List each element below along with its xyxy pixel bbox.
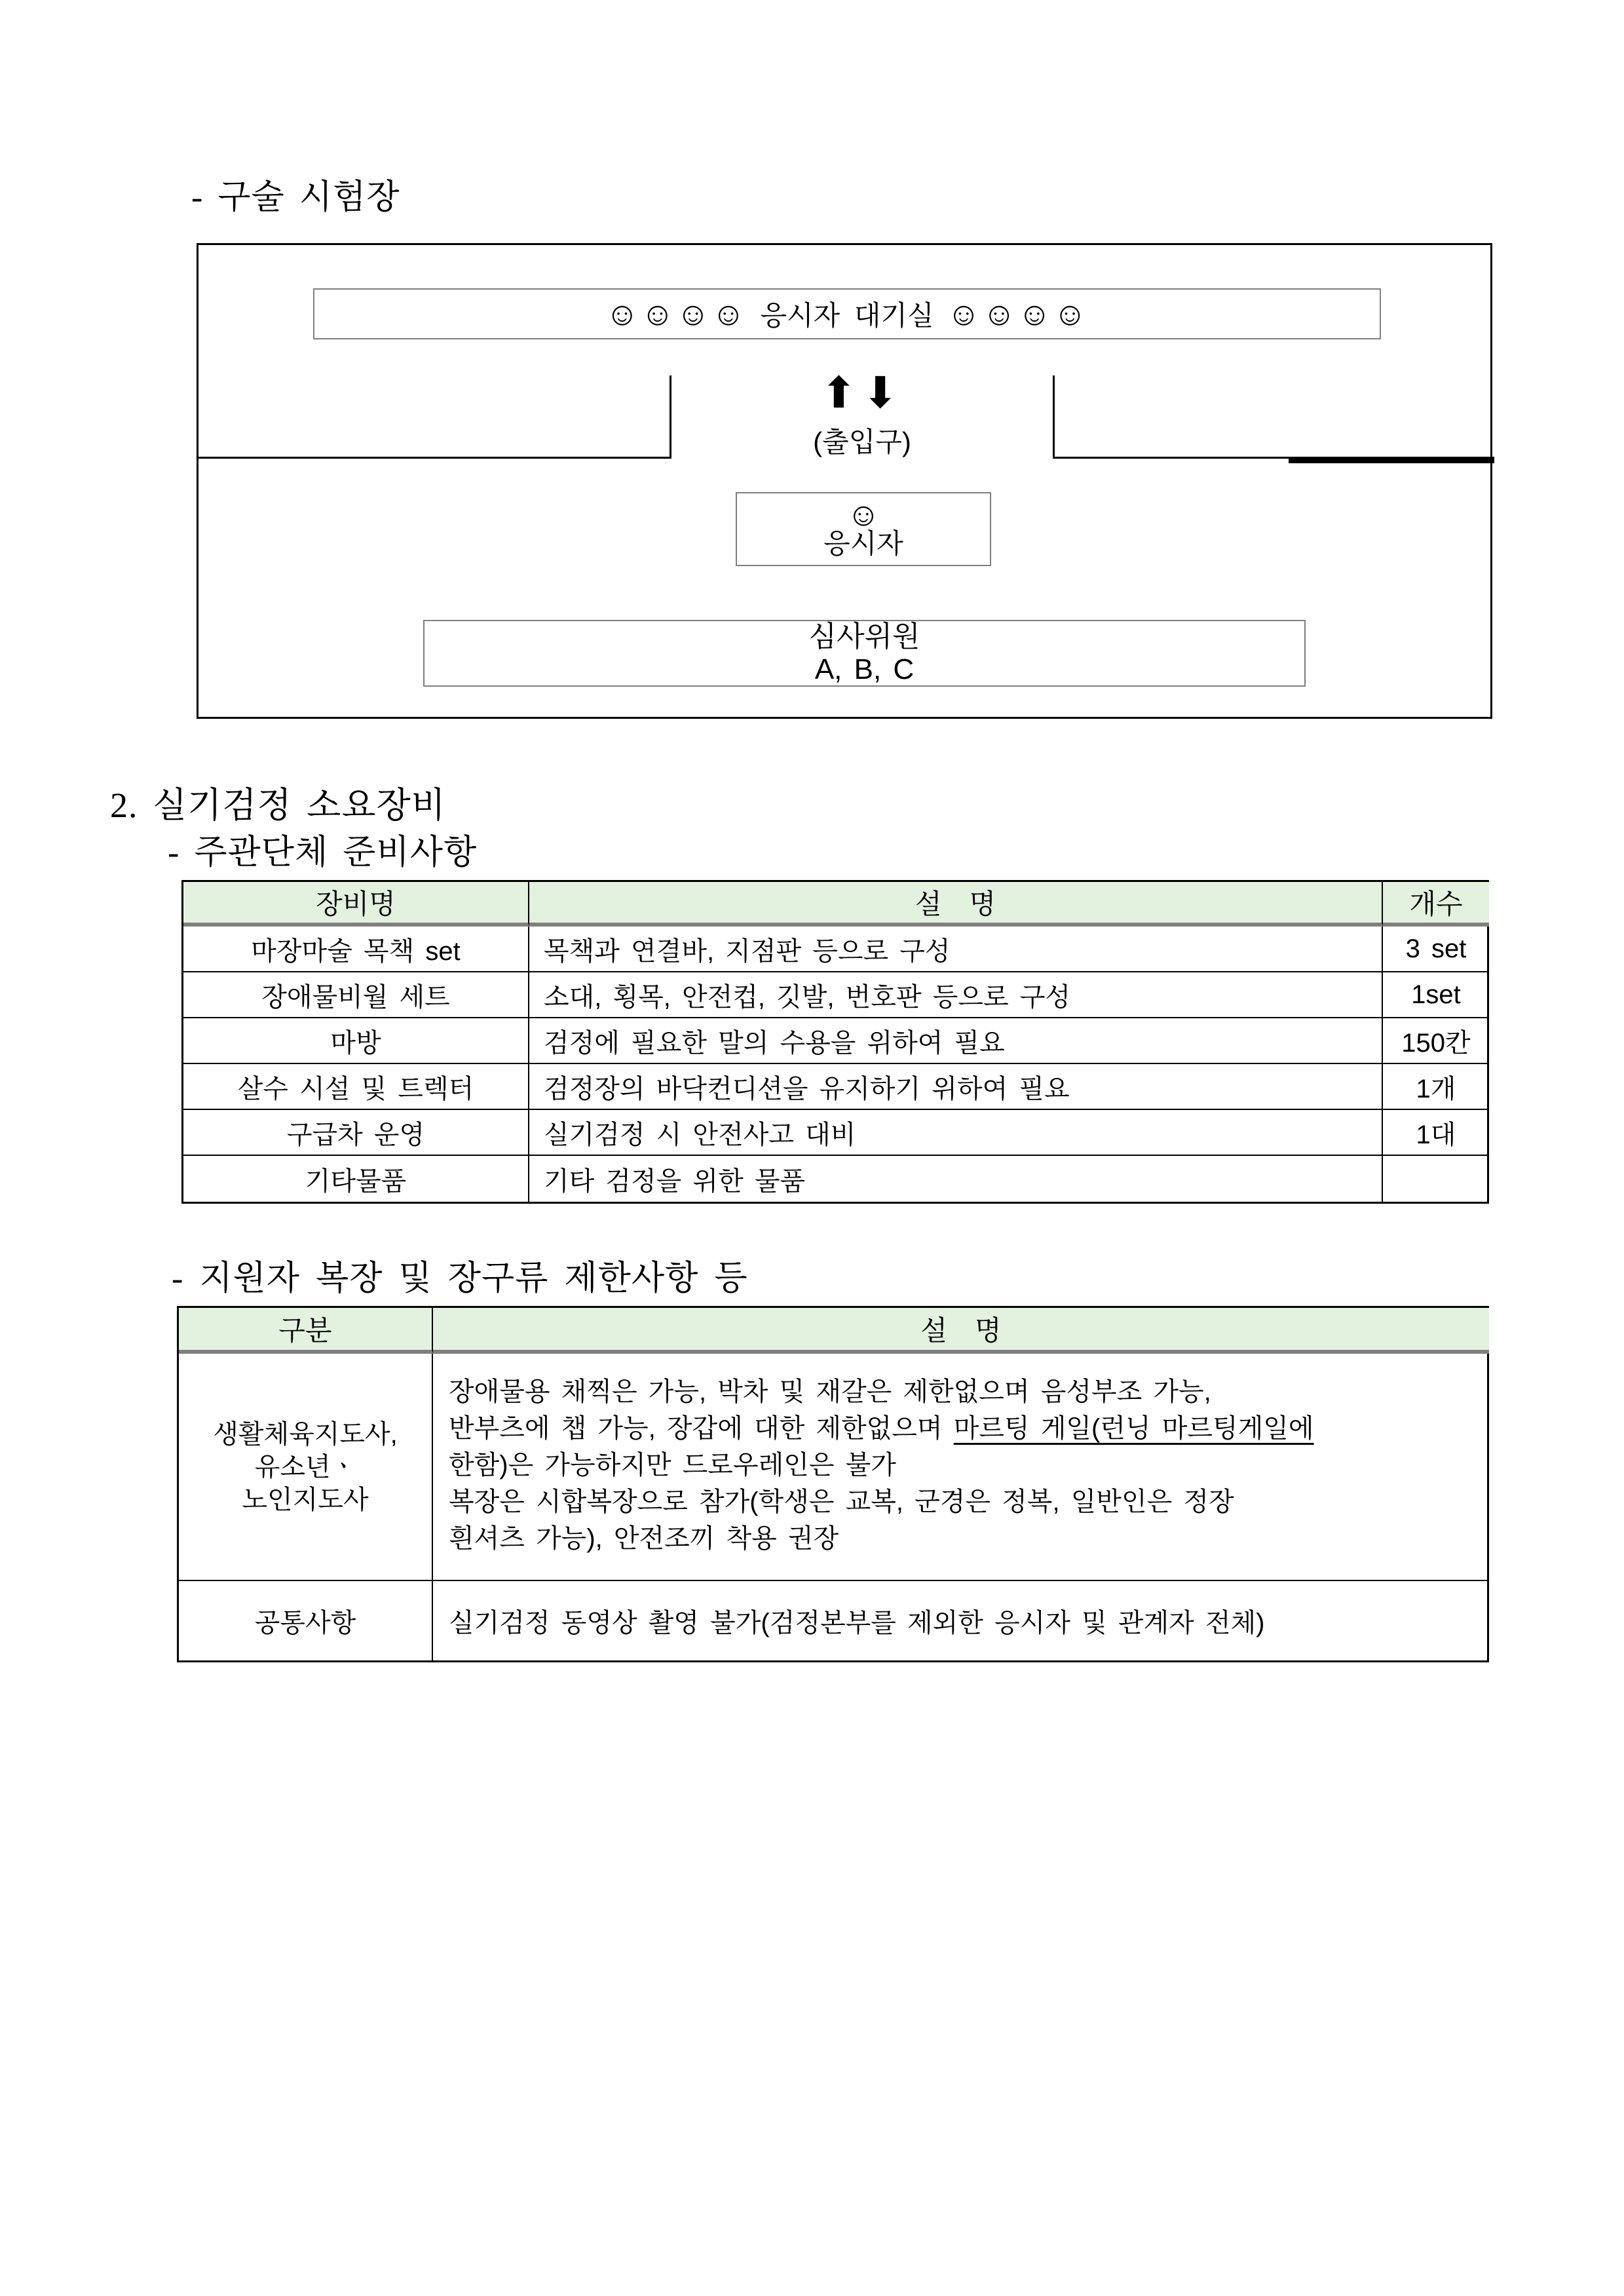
table-cell: 살수 시설 및 트렉터 [183,1064,529,1110]
judges-box [423,620,1306,687]
description-line: 복장은 시합복장으로 참가(학생은 교복, 군경은 정복, 일반인은 정장 [449,1487,1234,1516]
column-header-description: 설 명 [433,1308,1489,1354]
dress-restrictions-table [177,1306,1489,1662]
section2-heading: 2. 실기검정 소요장비 [110,786,446,825]
table-cell: 검정장의 바닥컨디션을 유지하기 위하여 필요 [529,1064,1383,1110]
right-wall-partition [1053,375,1490,459]
description-cell-common: 실기검정 동영상 촬영 불가(검정본부를 제외한 응시자 및 관계자 전체) [449,1609,1265,1637]
organizer-prep-heading: - 주관단체 준비사항 [168,834,478,871]
column-header-description: 설 명 [529,882,1383,927]
equipment-table [181,880,1489,1204]
description-line: 흰셔츠 가능), 안전조끼 착용 권장 [449,1524,839,1553]
column-header-category: 구분 [179,1308,433,1354]
table-cell [1383,1156,1489,1202]
table-cell: 마방 [183,1018,529,1064]
column-header-equipment-name: 장비명 [183,882,529,927]
table-cell: 1대 [1383,1110,1489,1156]
category-cell-instructors [179,1354,433,1581]
description-line [449,1410,1477,1447]
table-cell: 150칸 [1383,1018,1489,1064]
candidate-label: 응시자 [823,527,903,559]
table-cell: 3 set [1383,927,1489,972]
smiley-faces-icon: ☺☺☺☺ [947,296,1089,332]
category-line: 유소년ㆍ [254,1452,356,1482]
category-line: 노인지도사 [242,1485,369,1514]
oral-exam-room-heading: - 구술 시험장 [191,179,400,216]
table-cell: 1개 [1383,1064,1489,1110]
table-cell: 소대, 횡목, 안전컵, 깃발, 번호판 등으로 구성 [529,972,1383,1018]
description-line: 장애물용 채찍은 가능, 박차 및 재갈은 제한없으며 음성부조 가능, [449,1377,1211,1406]
candidate-box [736,492,991,566]
description-line: 한함)은 가능하지만 드로우레인은 불가 [449,1451,896,1480]
judges-names: A, B, C [814,653,915,685]
table-cell: 실기검정 시 안전사고 대비 [529,1110,1383,1156]
table-cell: 1set [1383,972,1489,1018]
table-cell: 기타 검정을 위한 물품 [529,1156,1383,1202]
table-cell: 목책과 연결바, 지점판 등으로 구성 [529,927,1383,972]
smiley-faces-icon: ☺☺☺☺ [605,296,747,332]
table-cell: 마장마술 목책 set [183,927,529,972]
underlined-text: 마르팅 게일(런닝 마르팅게일에 [953,1414,1314,1443]
waiting-room-label: 응시자 대기실 [760,300,934,331]
smiley-face-icon: ☺ [846,495,880,533]
description-text: 반부츠에 챕 가능, 장갑에 대한 제한없으며 [449,1414,954,1443]
table-cell: 검정에 필요한 말의 수용을 위하여 필요 [529,1018,1383,1064]
category-cell-common: 공통사항 [179,1581,433,1660]
waiting-room-box [313,288,1381,339]
right-wall-thick-segment [1289,457,1494,463]
entrance-label: (출입구) [813,427,911,457]
left-wall-partition [198,375,671,459]
table-cell: 구급차 운영 [183,1110,529,1156]
oral-exam-room-diagram [197,243,1492,719]
up-down-arrows-icon: ⬆⬇ [820,368,904,417]
column-header-count: 개수 [1383,882,1489,927]
judges-title: 심사위원 [808,621,920,653]
category-line: 생활체육지도사, [213,1419,398,1449]
description-cell-instructors [433,1354,1489,1581]
table-cell: 장애물비월 세트 [183,972,529,1018]
table-cell: 기타물품 [183,1156,529,1202]
dress-restrictions-heading: - 지원자 복장 및 장구류 제한사항 등 [172,1260,748,1297]
